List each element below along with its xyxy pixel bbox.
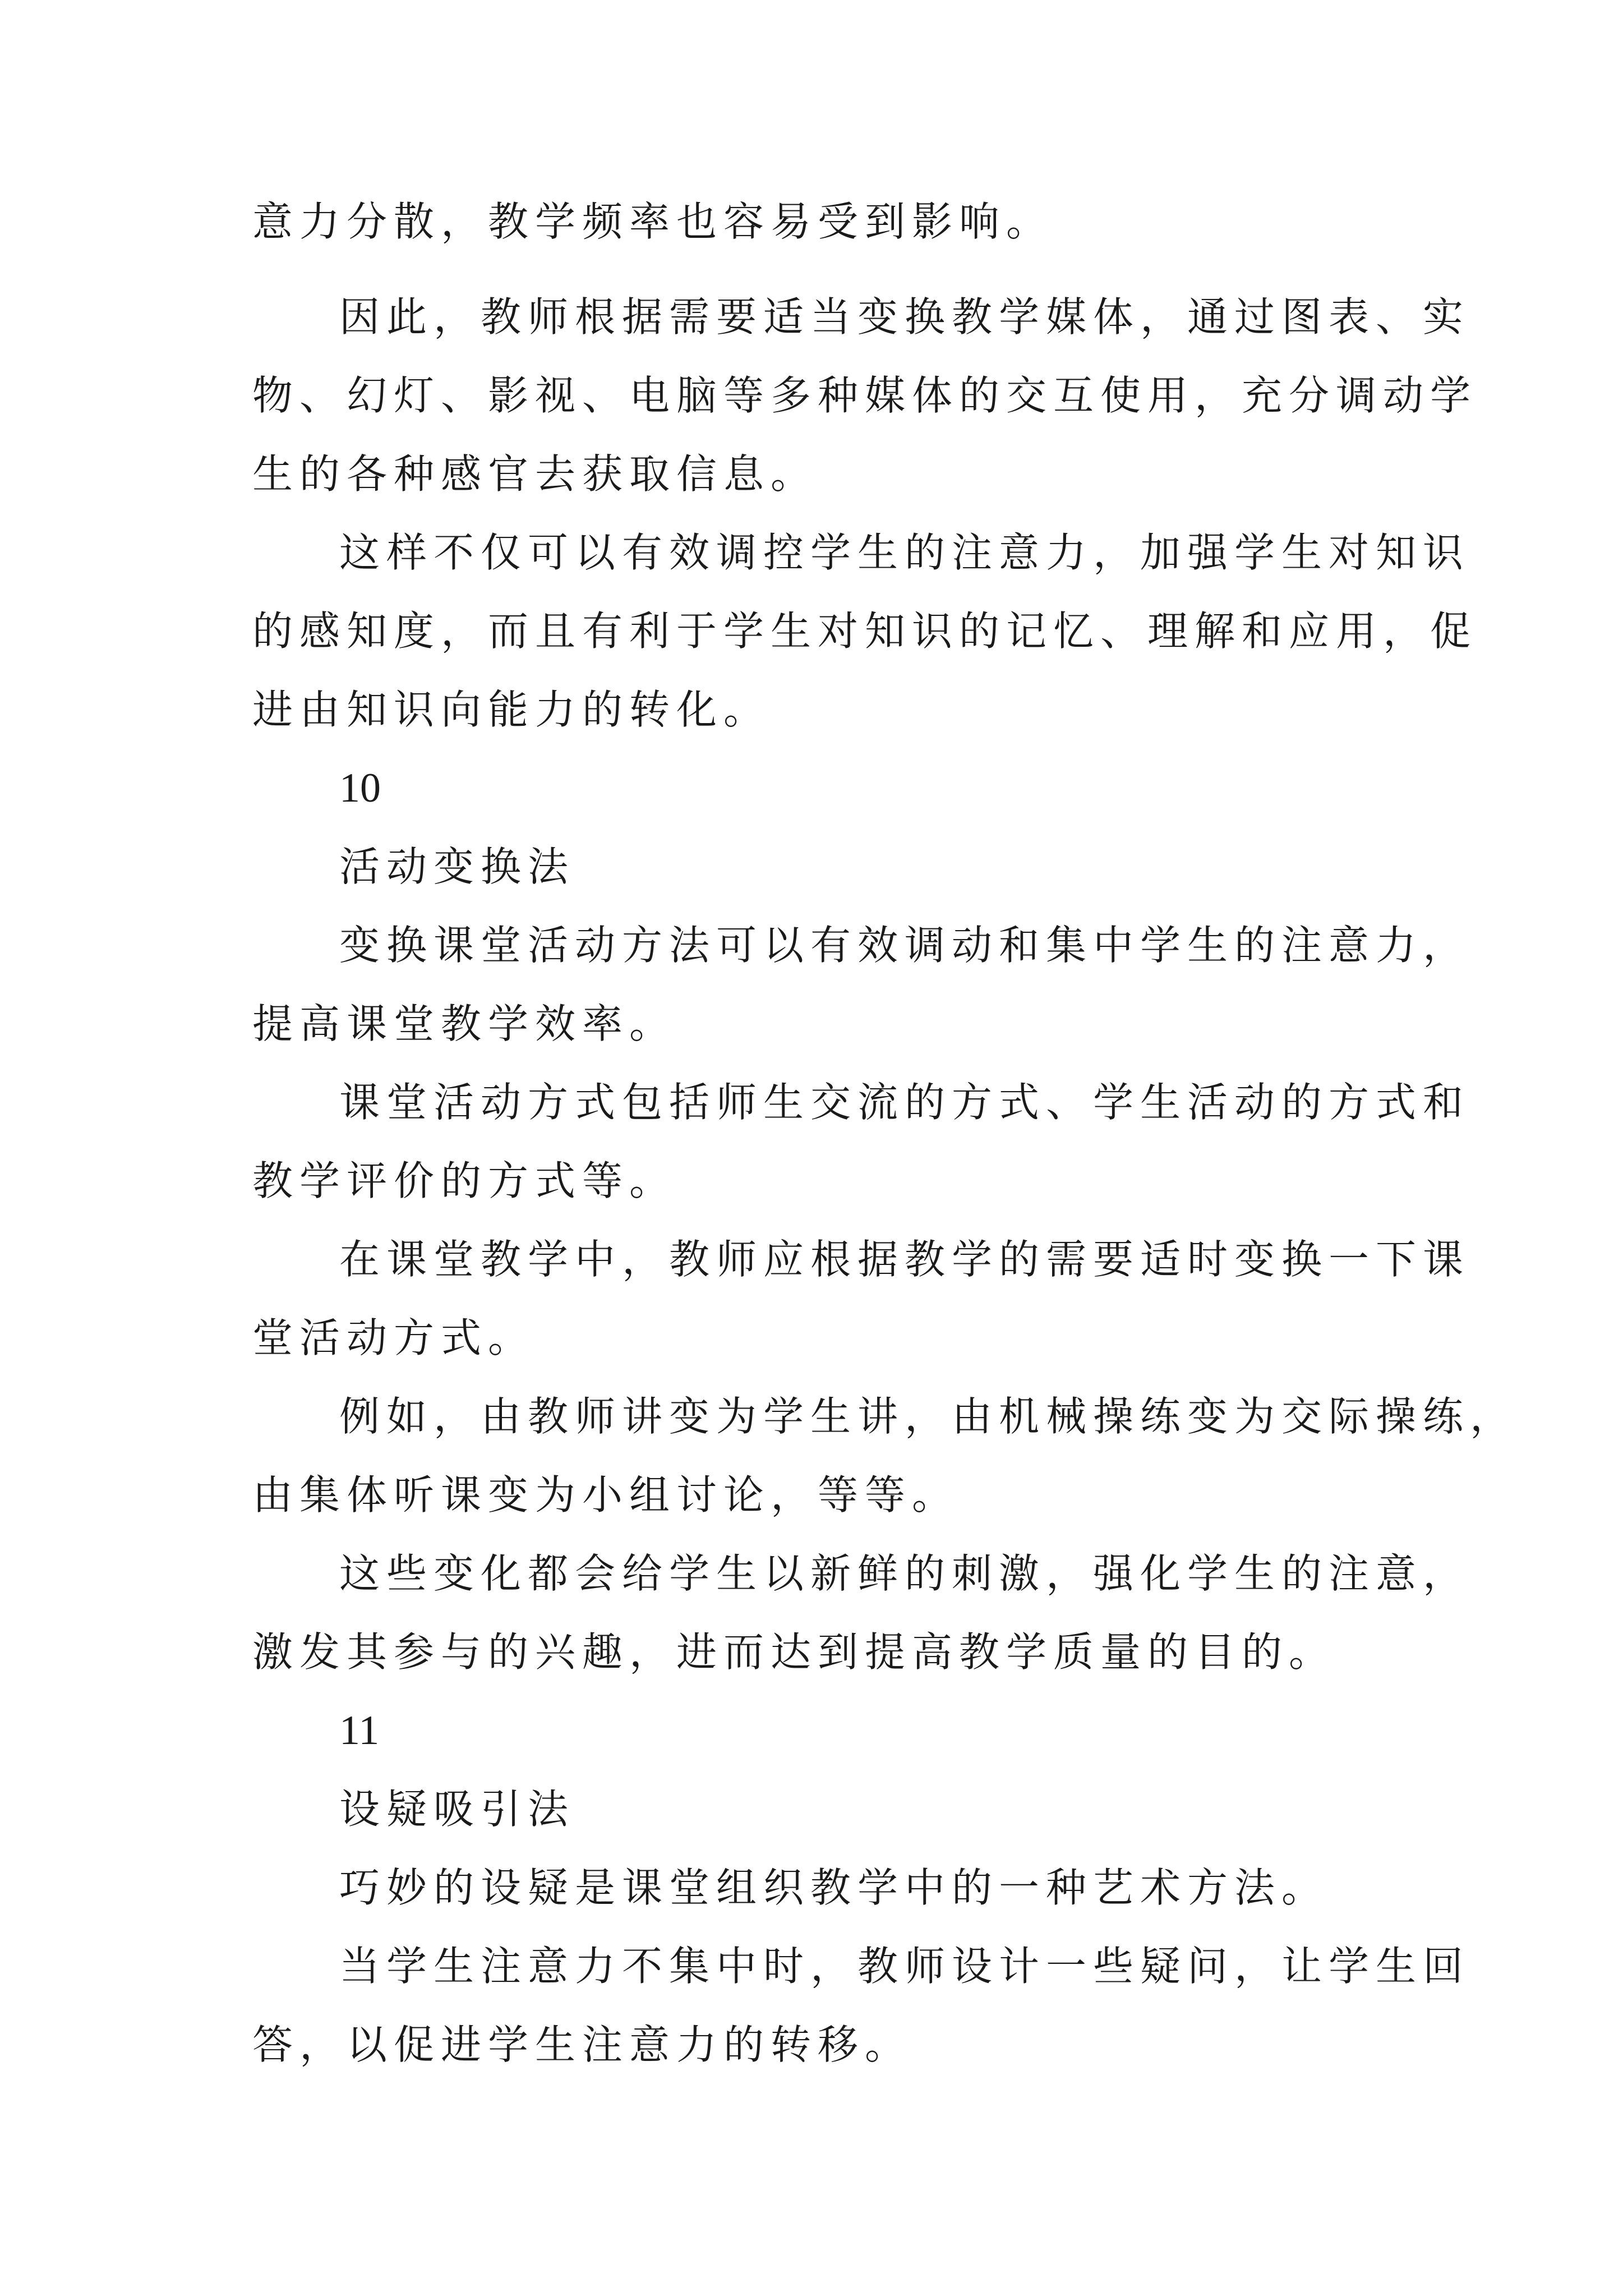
- text-line-10: 变换课堂活动方法可以有效调动和集中学生的注意力，: [339, 922, 1470, 969]
- text-line-23: 当学生注意力不集中时，教师设计一些疑问，让学生回: [339, 1943, 1470, 1990]
- text-line-24: 答，以促进学生注意力的转移。: [252, 2021, 912, 2068]
- text-line-12: 课堂活动方式包括师生交流的方式、学生活动的方式和: [339, 1079, 1470, 1126]
- text-line-14: 在课堂教学中，教师应根据教学的需要适时变换一下课: [339, 1236, 1470, 1283]
- text-line-6: 的感知度，而且有利于学生对知识的记忆、理解和应用，促: [252, 608, 1478, 655]
- text-line-16: 例如，由教师讲变为学生讲，由机械操练变为交际操练，: [339, 1393, 1518, 1440]
- section-title-activity: 活动变换法: [339, 843, 575, 890]
- section-number-11: 11: [339, 1708, 380, 1754]
- text-line-13: 教学评价的方式等。: [252, 1157, 677, 1204]
- text-line-11: 提高课堂教学效率。: [252, 1000, 677, 1047]
- text-line-15: 堂活动方式。: [252, 1314, 536, 1361]
- text-line-5: 这样不仅可以有效调控学生的注意力，加强学生对知识: [339, 529, 1470, 576]
- section-title-questioning: 设疑吸引法: [339, 1786, 575, 1833]
- text-line-17: 由集体听课变为小组讨论，等等。: [252, 1471, 960, 1519]
- text-line-18: 这些变化都会给学生以新鲜的刺激，强化学生的注意，: [339, 1550, 1470, 1597]
- text-line-4: 生的各种感官去获取信息。: [252, 450, 818, 498]
- text-line-2: 因此，教师根据需要适当变换教学媒体，通过图表、实: [339, 293, 1470, 341]
- text-line-22: 巧妙的设疑是课堂组织教学中的一种艺术方法。: [339, 1864, 1329, 1911]
- text-line-1: 意力分散，教学频率也容易受到影响。: [252, 198, 1054, 245]
- section-number-10: 10: [339, 765, 381, 811]
- text-line-7: 进由知识向能力的转化。: [252, 686, 771, 733]
- text-line-3: 物、幻灯、影视、电脑等多种媒体的交互使用，充分调动学: [252, 372, 1478, 419]
- text-line-19: 激发其参与的兴趣，进而达到提高教学质量的目的。: [252, 1628, 1336, 1676]
